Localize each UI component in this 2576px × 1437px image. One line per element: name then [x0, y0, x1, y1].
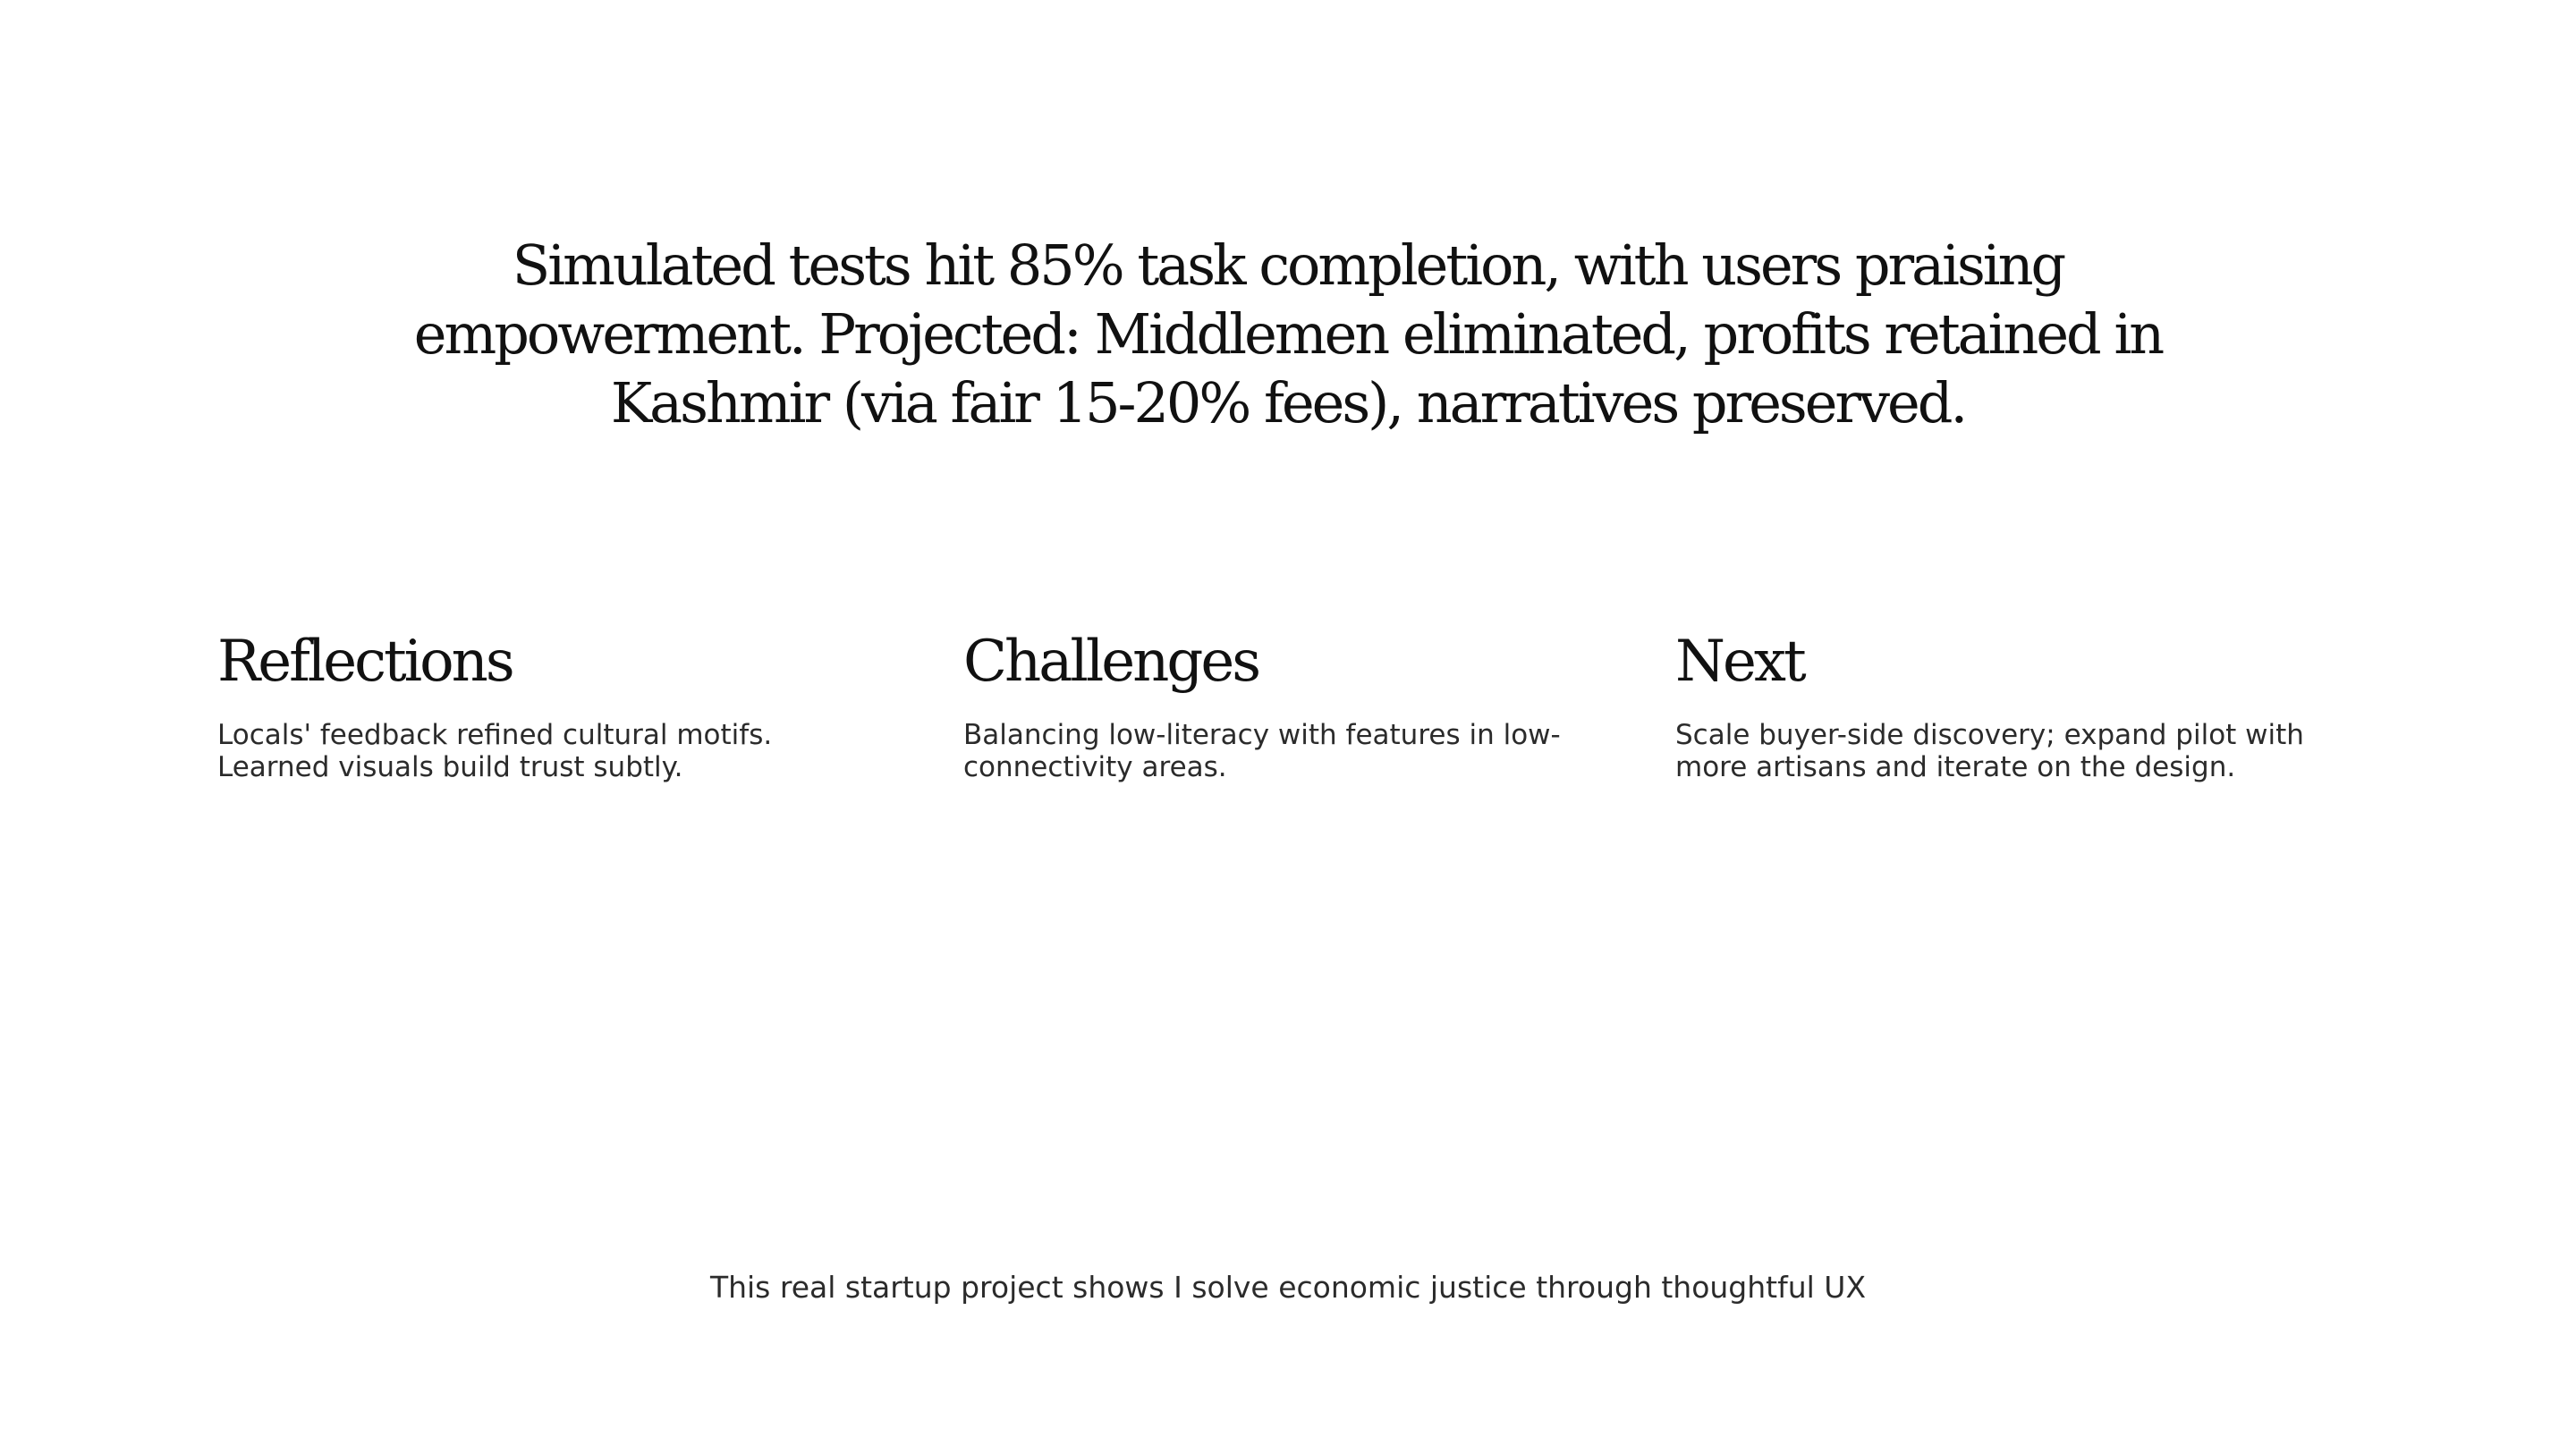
challenges-line-1: Balancing low-literacy with features in low-	[963, 719, 1561, 751]
reflections-body	[217, 719, 897, 783]
results-headline	[394, 231, 2182, 437]
reflections-section	[217, 626, 897, 783]
next-line-2: more artisans and iterate on the design.	[1675, 751, 2236, 783]
next-line-1: Scale buyer-side discovery; expand pilot with	[1675, 719, 2304, 751]
challenges-line-2: connectivity areas.	[963, 751, 1227, 783]
next-body	[1675, 719, 2355, 783]
reflections-title: Reflections	[217, 629, 513, 695]
headline-line-1: Simulated tests hit 85% task completion, with users praising	[512, 232, 2064, 298]
footer-statement: This real startup project shows I solve economic justice through thoughtful UX	[709, 1270, 1867, 1305]
next-section	[1675, 626, 2355, 783]
next-title: Next	[1675, 629, 1804, 695]
reflections-line-2: Learned visuals build trust subtly.	[217, 751, 683, 783]
headline-line-3: Kashmir (via fair 15-20% fees), narratives preserved.	[610, 370, 1966, 435]
challenges-section	[963, 626, 1643, 783]
headline-line-2: empowerment. Projected: Middlemen eliminated, profits retained in	[413, 301, 2163, 367]
reflections-line-1: Locals' feedback refined cultural motifs.	[217, 719, 773, 751]
challenges-title: Challenges	[963, 629, 1259, 695]
challenges-body	[963, 719, 1643, 783]
